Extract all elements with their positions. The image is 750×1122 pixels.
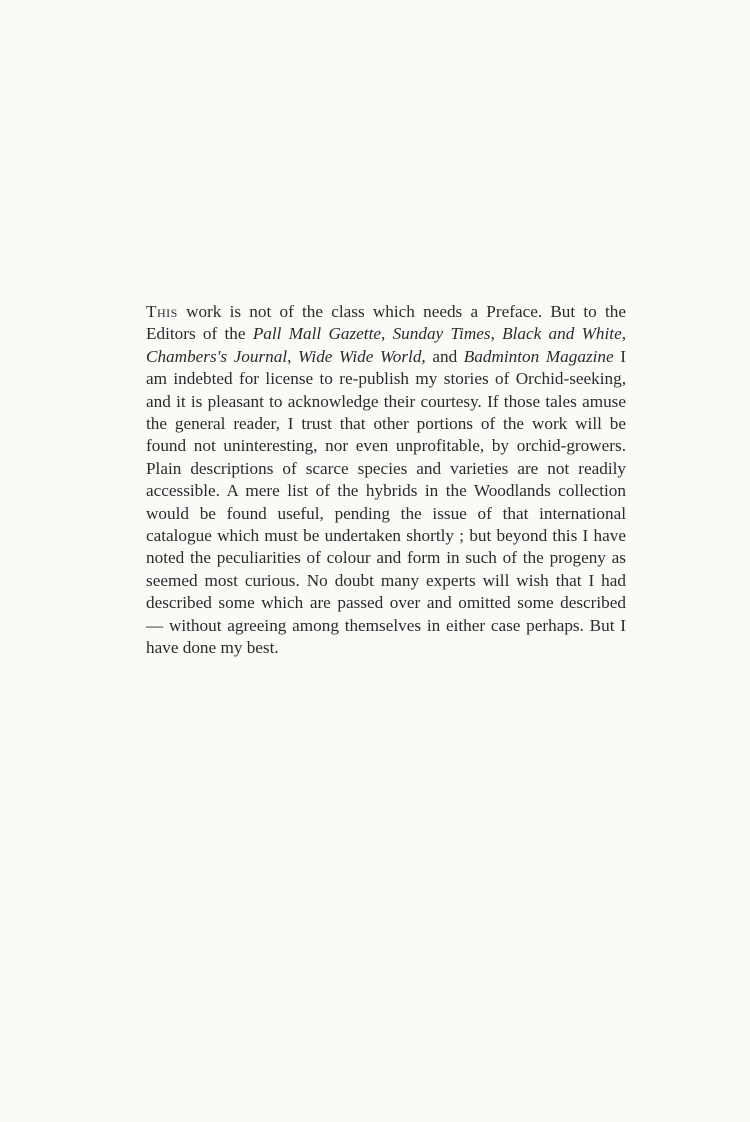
publication-title-badminton-magazine: Badminton Magazine (463, 346, 614, 366)
preface-text-segment: work is not of the class which needs a Preface. But to the Editors of the (146, 302, 626, 344)
publication-title-chambers-journal: Chambers's Journal (146, 346, 288, 366)
publication-title-black-and-white: Black and White (502, 324, 622, 344)
preface-text-segment: I am indebted for license to re-publish my stories of Orchid-seeking, and it is pleasant to acknowledge their courtesy. If those tales amuse the general reader, I trust that other portions of the work will be found not uninteresting, nor even unprofitable, by orchid-growers. Plain descriptions of scarce species and varieties are not readily accessible. A mere list of the hybrids in the Woodlands collection would be found useful, pending the issue of that international catalogue which must be undertaken shortly ; but beyond this I have noted the peculiarities of colour and form in such of the progeny as seemed most curious. No doubt many experts will wish that I had described some which are passed over and omitted some described — without agreeing among themselves in either case perhaps. But I have done my best. (146, 346, 626, 658)
preface-paragraph (146, 301, 626, 660)
preface-text-segment: , (490, 324, 503, 344)
preface-text-segment: , (287, 346, 299, 366)
preface-text-segment: , (380, 324, 393, 344)
publication-title-sunday-times: Sunday Times (392, 324, 491, 344)
preface-text-segment: , and (421, 346, 464, 366)
preface-lead-word: This (146, 302, 178, 321)
publication-title-wide-wide-world: Wide Wide World (298, 346, 422, 366)
publication-title-pall-mall-gazette: Pall Mall Gazette (252, 324, 381, 344)
preface-text-segment: , (621, 324, 626, 344)
